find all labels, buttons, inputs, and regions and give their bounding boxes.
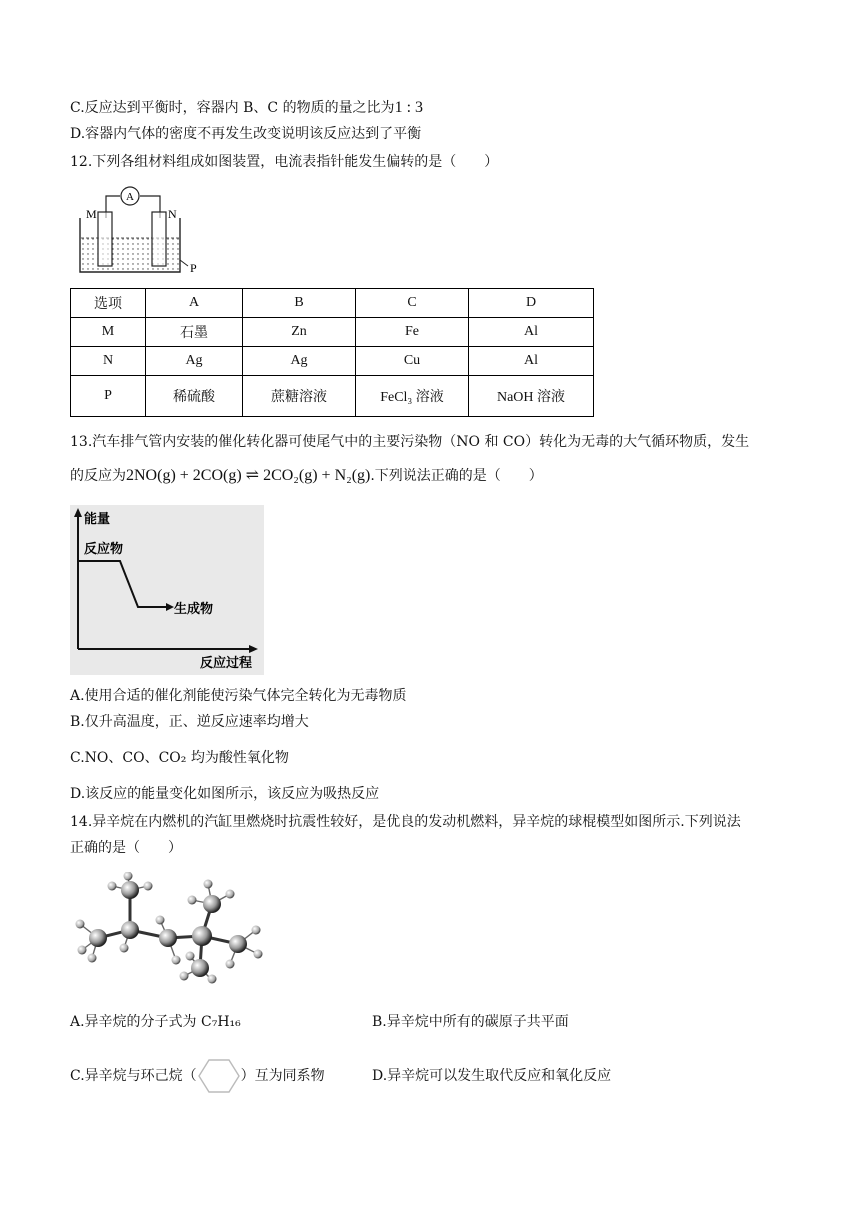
table-cell: Ag (146, 347, 243, 376)
label-n: N (168, 207, 177, 221)
reactant-label: 反应物 (84, 542, 124, 557)
q13-option-b: B.仅升高温度，正、逆反应速率均增大 (70, 714, 309, 730)
product-label: 生成物 (174, 602, 214, 617)
x-axis-label: 反应过程 (200, 656, 253, 671)
q13-stem-suffix: .下列说法正确的是（ ） (370, 468, 543, 484)
q14-option-c-suffix: ）互为同系物 (240, 1068, 325, 1084)
galvanic-cell-figure (76, 182, 206, 278)
q14-stem-line2: 正确的是（ ） (70, 840, 182, 856)
table-row (71, 376, 594, 417)
table-cell: 稀硫酸 (146, 376, 243, 417)
table-cell: NaOH 溶液 (469, 376, 594, 417)
table-cell: 蔗糖溶液 (243, 376, 356, 417)
table-cell: Cu (356, 347, 469, 376)
table-cell: Fe (356, 318, 469, 347)
table-cell: P (71, 376, 146, 417)
q11-option-d: D.容器内气体的密度不再发生改变说明该反应达到了平衡 (70, 126, 422, 142)
table-row (71, 318, 594, 347)
q11-option-c (70, 98, 423, 118)
isooctane-ball-stick-model (72, 872, 272, 984)
electrode-n (152, 212, 166, 266)
label-p: P (190, 261, 197, 275)
table-header-row (71, 289, 594, 318)
table-header-cell: C (356, 289, 469, 318)
q14-option-d: D.异辛烷可以发生取代反应和氧化反应 (372, 1068, 612, 1084)
table-header-cell: A (146, 289, 243, 318)
table-row (71, 347, 594, 376)
q14-option-b: B.异辛烷中所有的碳原子共平面 (372, 1014, 569, 1030)
q13-stem-prefix: 的反应为 (70, 468, 126, 484)
ammeter-label: A (126, 191, 134, 203)
table-cell: Al (469, 347, 594, 376)
energy-diagram (70, 505, 264, 675)
table-cell: M (71, 318, 146, 347)
q13-option-c: C.NO、CO、CO₂ 均为酸性氧化物 (70, 750, 289, 766)
q14-stem-line1: 14.异辛烷在内燃机的汽缸里燃烧时抗震性较好，是优良的发动机燃料，异辛烷的球棍模型如图所示.下列说法 (70, 814, 741, 830)
q13-stem-line1: 13.汽车排气管内安装的催化转化器可使尾气中的主要污染物（NO 和 CO）转化为无毒的大气循环物质，发生 (70, 434, 750, 450)
q12-stem: 12.下列各组材料组成如图装置，电流表指针能发生偏转的是（ ） (70, 154, 499, 170)
q13-option-d: D.该反应的能量变化如图所示，该反应为吸热反应 (70, 786, 380, 802)
cyclohexane-icon (197, 1056, 241, 1096)
q11-ratio: 1 : 3 (394, 99, 424, 116)
table-cell: 石墨 (146, 318, 243, 347)
q14-option-a: A.异辛烷的分子式为 C₇H₁₆ (70, 1014, 241, 1030)
electrode-m (98, 212, 112, 266)
table-header-cell: B (243, 289, 356, 318)
q14-option-c (70, 1056, 325, 1096)
y-axis-label: 能量 (84, 512, 111, 527)
table-cell: FeCl₃ 溶液 (356, 376, 469, 417)
q13-stem-line2 (70, 466, 543, 486)
q14-option-c-prefix: C.异辛烷与环己烷（ (70, 1068, 197, 1084)
table-cell: Al (469, 318, 594, 347)
table-header-cell: 选项 (71, 289, 146, 318)
label-m: M (86, 207, 97, 221)
table-cell: Ag (243, 347, 356, 376)
q11-option-c-text: C.反应达到平衡时，容器内 B、C 的物质的量之比为 (70, 100, 395, 116)
table-cell: N (71, 347, 146, 376)
table-header-cell: D (469, 289, 594, 318)
table-cell: Zn (243, 318, 356, 347)
q13-option-a: A.使用合适的催化剂能使污染气体完全转化为无毒物质 (70, 688, 407, 704)
q12-options-table (70, 288, 594, 417)
q13-equation: 2NO(g) + 2CO(g) ⇌ 2CO₂(g) + N₂(g) (126, 467, 371, 484)
